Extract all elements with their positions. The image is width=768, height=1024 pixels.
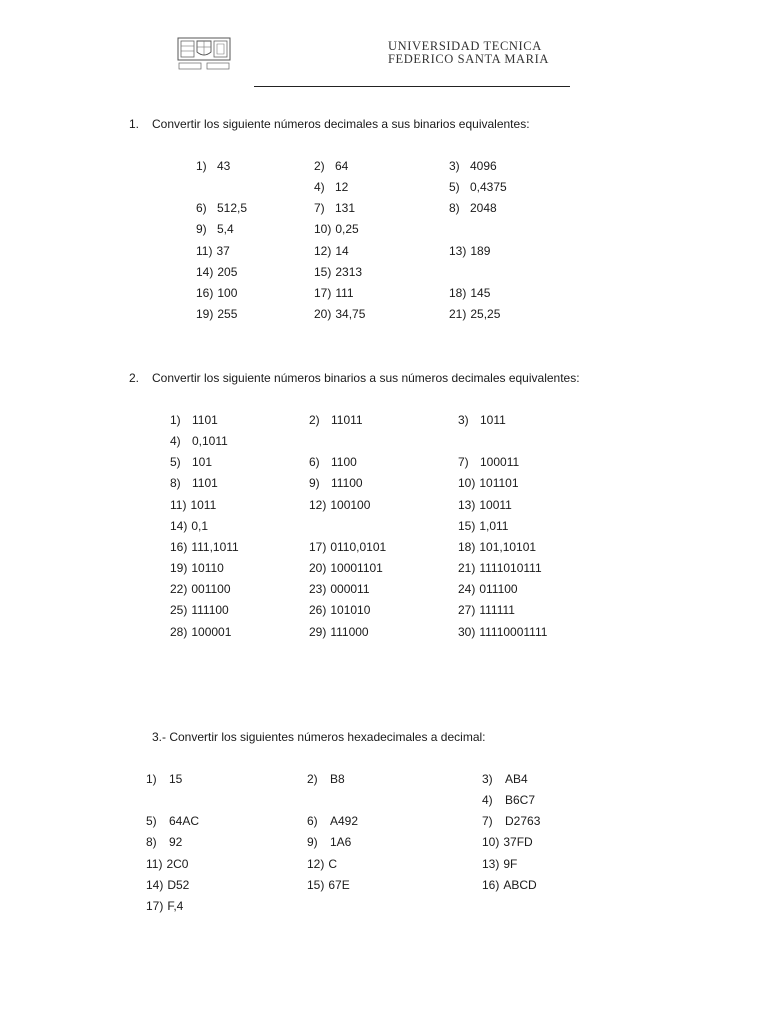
- exercise-value: 0,4375: [470, 180, 507, 194]
- exercise-value: 1100: [331, 455, 357, 469]
- exercise-value: 14: [335, 244, 349, 258]
- exercise-item: [307, 814, 358, 828]
- exercise-value: 111: [335, 286, 354, 300]
- exercise-item: [309, 561, 383, 575]
- exercise-number: 12): [314, 244, 332, 258]
- exercise-item: [314, 307, 365, 321]
- exercise-item: [196, 307, 237, 321]
- exercise-item: [146, 857, 188, 871]
- exercise-number: 15): [458, 519, 476, 533]
- exercise-item: [309, 603, 370, 617]
- exercise-number: 14): [170, 519, 188, 533]
- exercise-item: [170, 582, 231, 596]
- exercise-value: 0,1011: [192, 434, 228, 448]
- exercise-item: [458, 603, 515, 617]
- exercise-value: C: [328, 857, 338, 871]
- section-title: 3.- Convertir los siguientes números hexadecimales a decimal:: [152, 730, 486, 744]
- exercise-number: 9): [307, 835, 318, 849]
- exercise-item: [458, 540, 536, 554]
- exercise-value: 1011: [480, 413, 506, 427]
- exercise-item: [307, 835, 351, 849]
- exercise-value: 0,25: [335, 222, 359, 236]
- exercise-value: 11011: [331, 413, 363, 427]
- exercise-number: 3): [482, 772, 493, 786]
- exercise-number: 4): [314, 180, 325, 194]
- exercise-item: [449, 159, 497, 173]
- exercise-item: [482, 772, 528, 786]
- exercise-item: [314, 180, 348, 194]
- exercise-number: 2): [307, 772, 318, 786]
- exercise-value: F,4: [167, 899, 184, 913]
- exercise-number: 8): [146, 835, 157, 849]
- exercise-number: 29): [309, 625, 327, 639]
- exercise-item: [170, 434, 228, 448]
- exercise-value: 100: [217, 286, 238, 300]
- exercise-number: 6): [309, 455, 320, 469]
- exercise-value: 111000: [330, 625, 369, 639]
- exercise-number: 11): [196, 244, 213, 258]
- exercise-item: [314, 201, 355, 215]
- exercise-item: [170, 455, 212, 469]
- exercise-number: 3): [458, 413, 469, 427]
- exercise-number: 10): [458, 476, 476, 490]
- exercise-value: AB4: [505, 772, 528, 786]
- exercise-value: 205: [217, 265, 238, 279]
- exercise-number: 4): [482, 793, 493, 807]
- exercise-number: 5): [170, 455, 181, 469]
- exercise-item: [196, 222, 234, 236]
- exercise-item: [196, 159, 230, 173]
- exercise-value: 10001101: [330, 561, 383, 575]
- exercise-item: [314, 265, 362, 279]
- exercise-value: 34,75: [335, 307, 366, 321]
- exercise-value: 111100: [191, 603, 229, 617]
- exercise-value: 2C0: [166, 857, 189, 871]
- exercise-number: 24): [458, 582, 476, 596]
- exercise-value: 011100: [479, 582, 518, 596]
- exercise-number: 1): [196, 159, 207, 173]
- exercise-value: 1A6: [330, 835, 352, 849]
- exercise-value: 11100: [331, 476, 363, 490]
- section-title: Convertir los siguiente números binarios a sus números decimales equivalentes:: [152, 371, 580, 385]
- exercise-number: 18): [458, 540, 476, 554]
- exercise-item: [449, 180, 507, 194]
- exercise-number: 20): [309, 561, 327, 575]
- exercise-value: 1,011: [479, 519, 509, 533]
- exercise-value: 255: [217, 307, 238, 321]
- exercise-item: [449, 201, 497, 215]
- exercise-item: [314, 159, 348, 173]
- exercise-number: 17): [314, 286, 332, 300]
- exercise-item: [449, 244, 490, 258]
- exercise-value: 000011: [330, 582, 370, 596]
- exercise-value: ABCD: [503, 878, 537, 892]
- exercise-number: 15): [314, 265, 332, 279]
- section-title: Convertir los siguiente números decimales a sus binarios equivalentes:: [152, 117, 530, 131]
- exercise-number: 19): [196, 307, 214, 321]
- exercise-number: 2): [314, 159, 325, 173]
- exercise-value: 43: [217, 159, 231, 173]
- exercise-item: [309, 476, 363, 490]
- exercise-value: 512,5: [217, 201, 248, 215]
- exercise-number: 30): [458, 625, 476, 639]
- exercise-item: [458, 582, 518, 596]
- exercise-item: [170, 561, 224, 575]
- exercise-value: 111111: [479, 603, 515, 617]
- exercise-item: [146, 899, 183, 913]
- exercise-number: 20): [314, 307, 332, 321]
- exercise-value: 10110: [191, 561, 224, 575]
- exercise-number: 12): [309, 498, 327, 512]
- exercise-item: [146, 878, 189, 892]
- exercise-number: 9): [196, 222, 207, 236]
- exercise-item: [458, 561, 542, 575]
- exercise-value: 12: [335, 180, 349, 194]
- exercise-item: [307, 857, 337, 871]
- exercise-number: 4): [170, 434, 181, 448]
- exercise-number: 9): [309, 476, 320, 490]
- exercise-number: 15): [307, 878, 325, 892]
- exercise-value: 67E: [328, 878, 350, 892]
- exercise-value: 101,10101: [479, 540, 537, 554]
- exercise-item: [482, 857, 517, 871]
- exercise-number: 3): [449, 159, 460, 173]
- institution-name: [388, 40, 549, 66]
- section-1-heading: [129, 117, 530, 131]
- exercise-value: 10011: [479, 498, 512, 512]
- exercise-value: 101010: [330, 603, 371, 617]
- exercise-number: 16): [170, 540, 188, 554]
- exercise-number: 8): [449, 201, 460, 215]
- exercise-value: 92: [169, 835, 183, 849]
- exercise-number: 25): [170, 603, 188, 617]
- exercise-value: B8: [330, 772, 345, 786]
- exercise-value: 2313: [335, 265, 363, 279]
- exercise-item: [458, 498, 512, 512]
- exercise-value: 15: [169, 772, 183, 786]
- exercise-value: 101: [192, 455, 213, 469]
- exercise-number: 16): [482, 878, 500, 892]
- exercise-item: [482, 793, 535, 807]
- exercise-item: [314, 244, 349, 258]
- exercise-value: B6C7: [505, 793, 536, 807]
- exercise-value: 0,1: [191, 519, 209, 533]
- exercise-number: 5): [449, 180, 460, 194]
- exercise-item: [314, 222, 359, 236]
- exercise-value: 11110001111: [479, 625, 548, 639]
- exercise-item: [170, 413, 218, 427]
- exercise-number: 14): [196, 265, 214, 279]
- university-crest-icon: [176, 36, 232, 72]
- exercise-value: 100100: [330, 498, 371, 512]
- exercise-value: 001100: [191, 582, 231, 596]
- exercise-item: [196, 201, 247, 215]
- exercise-item: [458, 519, 508, 533]
- exercise-number: 7): [482, 814, 493, 828]
- exercise-number: 11): [146, 857, 163, 871]
- exercise-number: 27): [458, 603, 476, 617]
- exercise-value: 100011: [480, 455, 520, 469]
- exercise-number: 2): [309, 413, 320, 427]
- exercise-value: 189: [470, 244, 491, 258]
- exercise-number: 21): [449, 307, 467, 321]
- exercise-item: [449, 286, 490, 300]
- exercise-item: [196, 244, 230, 258]
- exercise-number: 6): [196, 201, 207, 215]
- section-number: 2.: [129, 371, 140, 385]
- exercise-item: [458, 625, 547, 639]
- exercise-item: [170, 498, 216, 512]
- exercise-value: 37FD: [503, 835, 533, 849]
- exercise-number: 10): [314, 222, 332, 236]
- exercise-item: [170, 476, 218, 490]
- exercise-value: 25,25: [470, 307, 501, 321]
- institution-line-1: UNIVERSIDAD TECNICA: [388, 39, 542, 53]
- exercise-number: 11): [170, 498, 187, 512]
- exercise-item: [307, 878, 350, 892]
- exercise-number: 1): [146, 772, 157, 786]
- exercise-item: [307, 772, 345, 786]
- exercise-value: 4096: [470, 159, 497, 173]
- exercise-number: 17): [309, 540, 327, 554]
- institution-line-2: FEDERICO SANTA MARIA: [388, 52, 550, 66]
- exercise-item: [146, 772, 182, 786]
- exercise-value: D2763: [505, 814, 541, 828]
- exercise-number: 18): [449, 286, 467, 300]
- exercise-item: [314, 286, 354, 300]
- exercise-value: 1101: [192, 476, 218, 490]
- exercise-number: 14): [146, 878, 164, 892]
- exercise-item: [170, 540, 239, 554]
- exercise-number: 6): [307, 814, 318, 828]
- section-number: 1.: [129, 117, 140, 131]
- exercise-item: [309, 582, 370, 596]
- exercise-number: 10): [482, 835, 500, 849]
- exercise-value: 37: [216, 244, 230, 258]
- exercise-item: [170, 625, 231, 639]
- exercise-value: 9F: [503, 857, 518, 871]
- exercise-value: 5,4: [217, 222, 234, 236]
- header-divider: [254, 86, 570, 87]
- exercise-item: [482, 835, 533, 849]
- exercise-value: 131: [335, 201, 356, 215]
- exercise-item: [196, 286, 237, 300]
- exercise-item: [309, 625, 369, 639]
- exercise-item: [170, 519, 208, 533]
- exercise-value: 101101: [479, 476, 519, 490]
- exercise-value: 64AC: [169, 814, 200, 828]
- exercise-value: D52: [167, 878, 190, 892]
- exercise-item: [309, 540, 386, 554]
- exercise-number: 17): [146, 899, 164, 913]
- exercise-number: 28): [170, 625, 188, 639]
- exercise-number: 12): [307, 857, 325, 871]
- exercise-number: 1): [170, 413, 181, 427]
- exercise-number: 13): [458, 498, 476, 512]
- exercise-value: A492: [330, 814, 359, 828]
- exercise-value: 145: [470, 286, 491, 300]
- exercise-number: 22): [170, 582, 188, 596]
- exercise-item: [309, 413, 363, 427]
- exercise-value: 100001: [191, 625, 232, 639]
- exercise-value: 111,1011: [191, 540, 239, 554]
- exercise-item: [458, 413, 506, 427]
- section-2-heading: [129, 371, 580, 385]
- exercise-number: 21): [458, 561, 476, 575]
- exercise-value: 0110,0101: [330, 540, 387, 554]
- exercise-item: [146, 814, 199, 828]
- exercise-number: 8): [170, 476, 181, 490]
- exercise-number: 13): [482, 857, 500, 871]
- exercise-number: 7): [314, 201, 325, 215]
- exercise-item: [482, 814, 540, 828]
- exercise-item: [309, 455, 357, 469]
- exercise-item: [458, 476, 519, 490]
- exercise-number: 26): [309, 603, 327, 617]
- exercise-value: 64: [335, 159, 349, 173]
- exercise-item: [449, 307, 500, 321]
- exercise-value: 1011: [190, 498, 217, 512]
- exercise-item: [309, 498, 370, 512]
- section-3-heading: [152, 730, 486, 744]
- exercise-value: 1101: [192, 413, 218, 427]
- exercise-item: [146, 835, 182, 849]
- exercise-item: [458, 455, 519, 469]
- exercise-value: 2048: [470, 201, 497, 215]
- exercise-item: [196, 265, 237, 279]
- exercise-value: 1111010111: [479, 561, 542, 575]
- exercise-number: 7): [458, 455, 469, 469]
- exercise-item: [482, 878, 537, 892]
- exercise-number: 5): [146, 814, 157, 828]
- exercise-number: 13): [449, 244, 467, 258]
- exercise-number: 23): [309, 582, 327, 596]
- exercise-number: 19): [170, 561, 188, 575]
- exercise-item: [170, 603, 229, 617]
- exercise-number: 16): [196, 286, 214, 300]
